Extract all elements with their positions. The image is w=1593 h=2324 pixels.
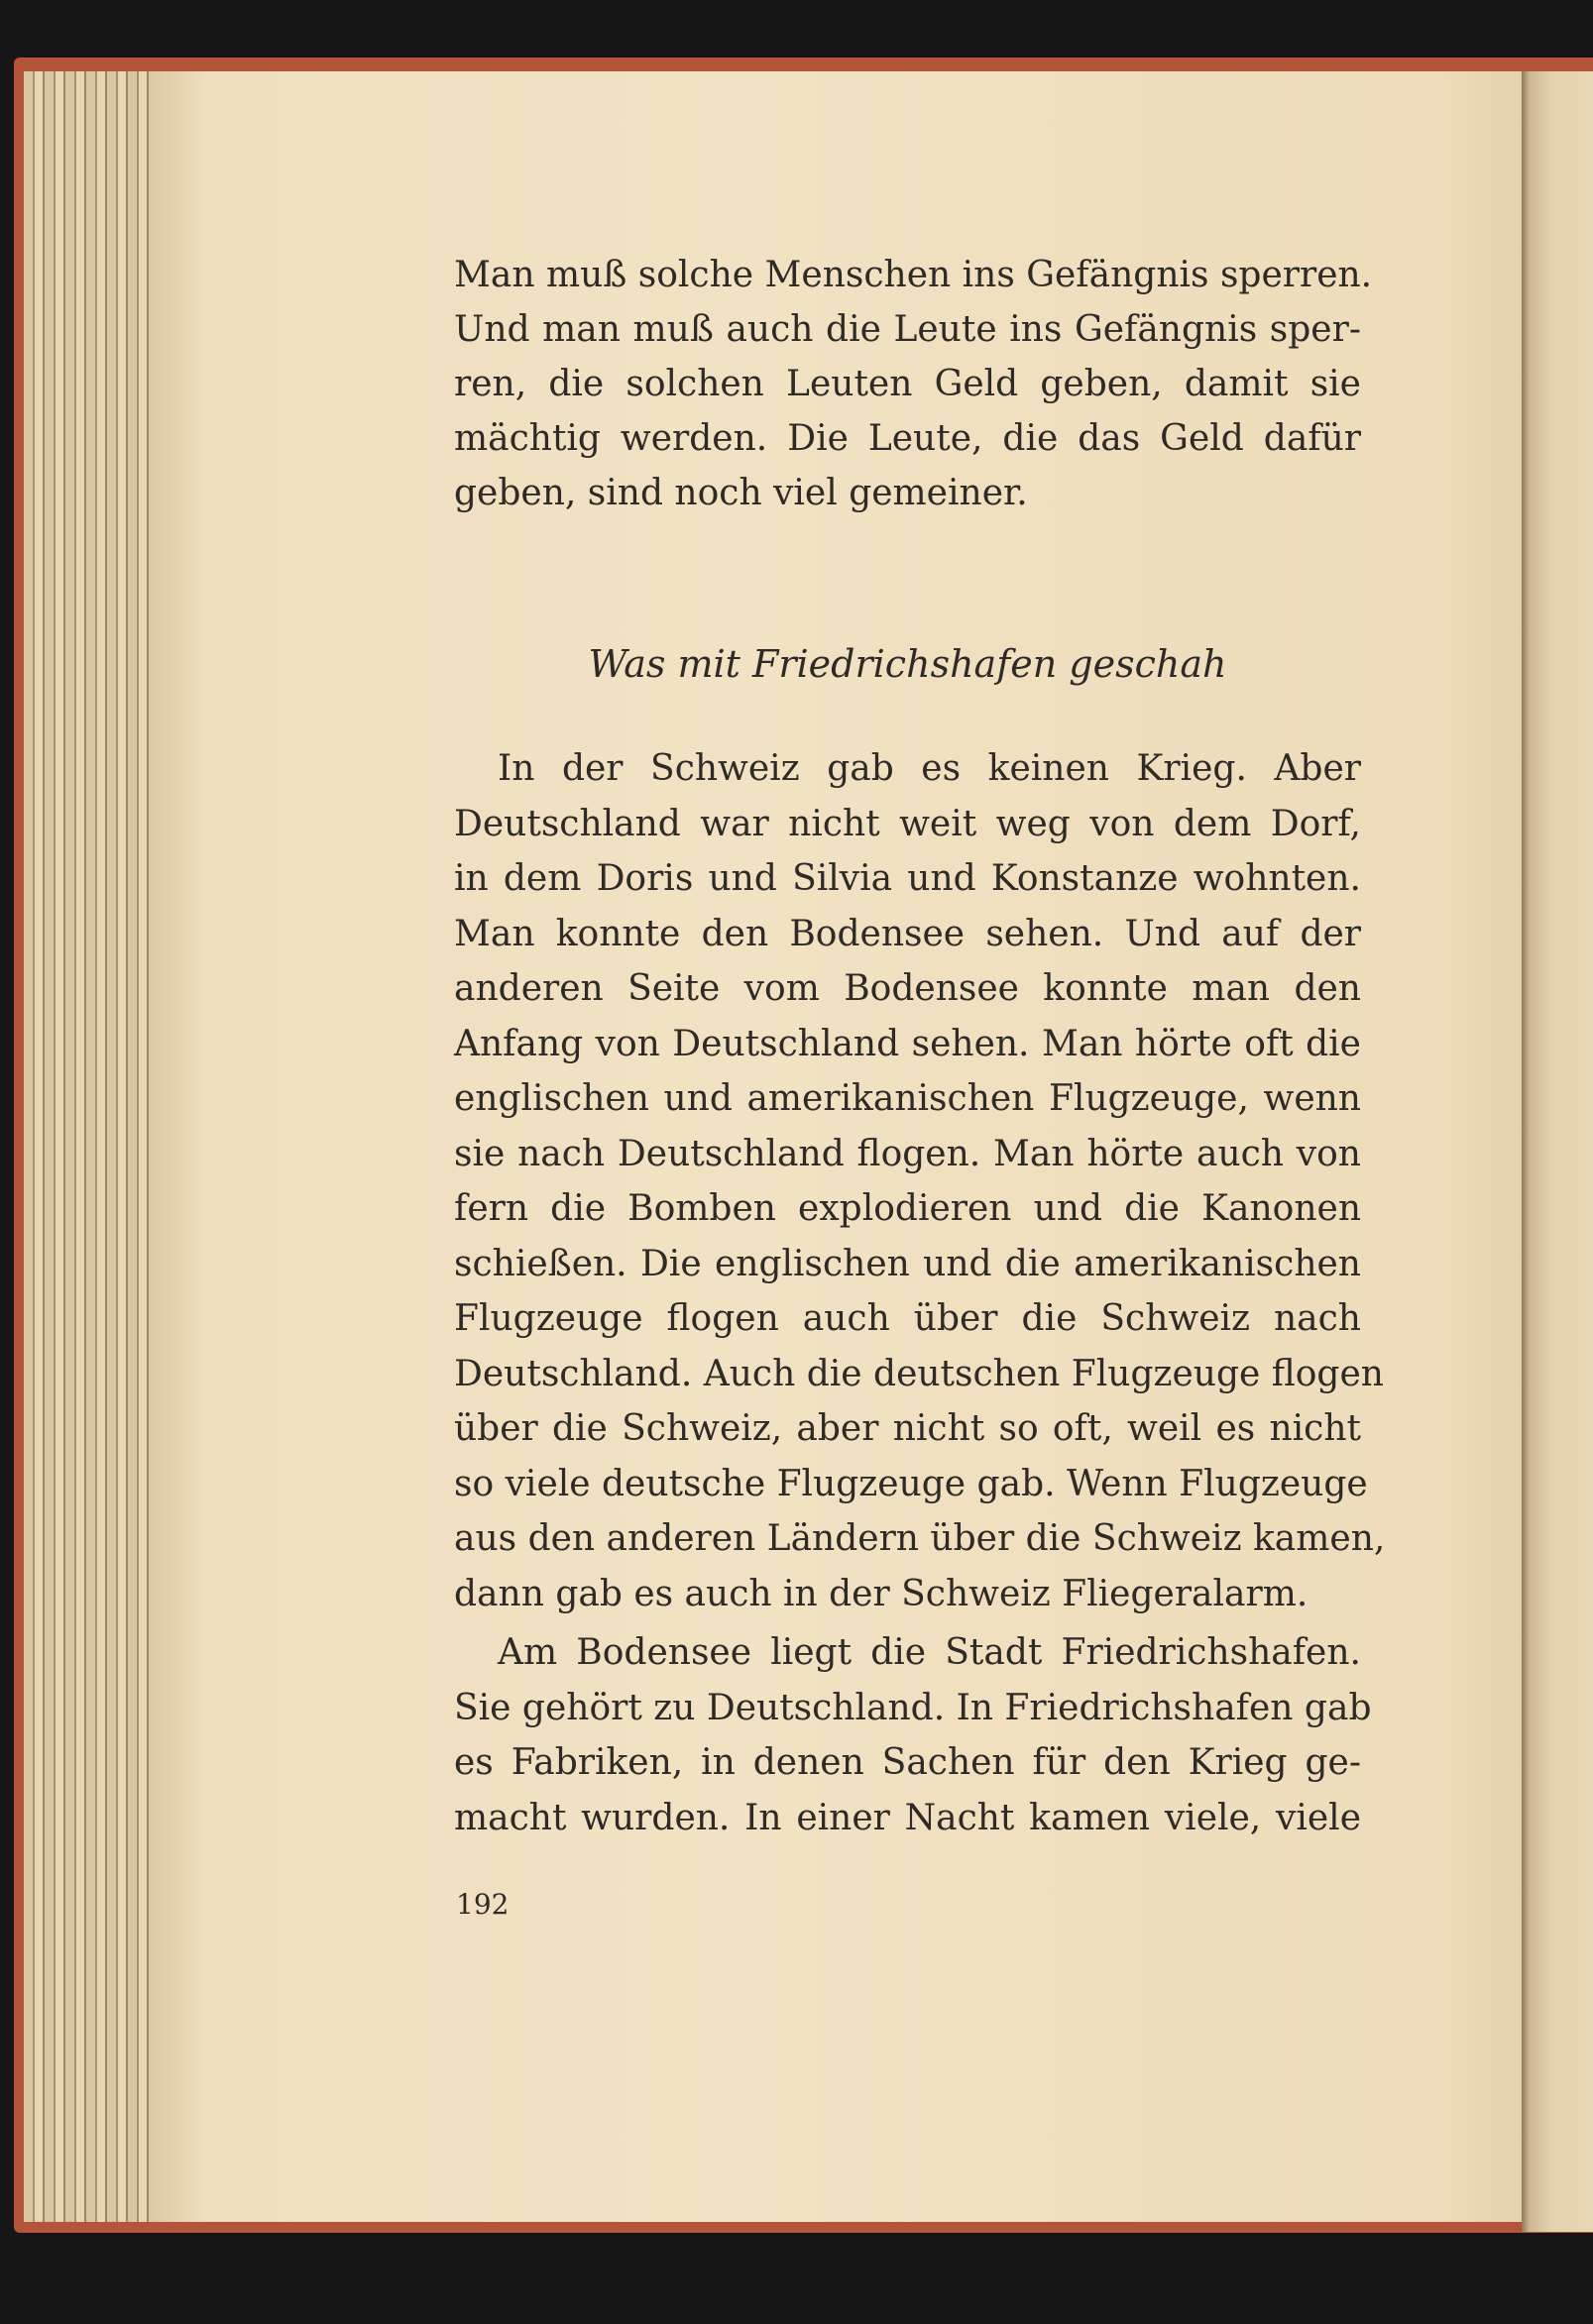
paragraph-2 [454,741,1386,1621]
text-line: Man konnte den Bodensee sehen. Und auf der [454,913,1361,954]
section-heading: Was mit Friedrichshafen geschah [588,642,1227,686]
text-line: es Fabriken, in denen Sachen für den Krieg ge- [454,1742,1361,1783]
text-line: dann gab es auch in der Schweiz Fliegeralarm. [454,1573,1309,1614]
text-line: über die Schweiz, aber nicht so oft, weil es nicht [454,1408,1361,1449]
text-line: in dem Doris und Silvia und Konstanze wohnten. [454,858,1361,899]
text-line: aus den anderen Ländern über die Schweiz kamen, [454,1518,1386,1559]
text-line: In der Schweiz gab es keinen Krieg. Aber [498,748,1361,789]
text-line: Deutschland. Auch die deutschen Flugzeuge flogen [454,1353,1384,1394]
page-number: 192 [456,1888,510,1921]
text-line: so viele deutsche Flugzeuge gab. Wenn Flugzeuge [454,1463,1368,1504]
text-line: mächtig werden. Die Leute, die das Geld dafür [454,418,1361,459]
text-line: Und man muß auch die Leute ins Gefängnis sper- [454,309,1361,350]
text-line: Am Bodensee liegt die Stadt Friedrichshafen. [498,1632,1361,1673]
text-line: Man muß solche Menschen ins Gefängnis sperren. [454,255,1373,295]
text-line: sie nach Deutschland flogen. Man hörte auch von [454,1133,1361,1174]
text-line: schießen. Die englischen und die amerikanischen [454,1243,1361,1284]
text-line: Flugzeuge flogen auch über die Schweiz nach [454,1298,1361,1339]
paragraph-3 [454,1625,1372,1845]
text-line: Sie gehört zu Deutschland. In Friedrichshafen gab [454,1687,1372,1728]
text-line: ren, die solchen Leuten Geld geben, damit sie [454,364,1361,404]
text-line: Deutschland war nicht weit weg von dem Dorf, [454,803,1361,844]
text-line: fern die Bomben explodieren und die Kanonen [454,1188,1361,1229]
text-line: macht wurden. In einer Nacht kamen viele, viele [454,1797,1361,1838]
paragraph-1 [454,248,1373,520]
facing-page-edge [1522,71,1593,2232]
text-line: englischen und amerikanischen Flugzeuge, wenn [454,1078,1361,1119]
text-line: geben, sind noch viel gemeiner. [454,473,1028,513]
text-line: Anfang von Deutschland sehen. Man hörte oft die [454,1023,1361,1064]
text-line: anderen Seite vom Bodensee konnte man den [454,968,1361,1009]
